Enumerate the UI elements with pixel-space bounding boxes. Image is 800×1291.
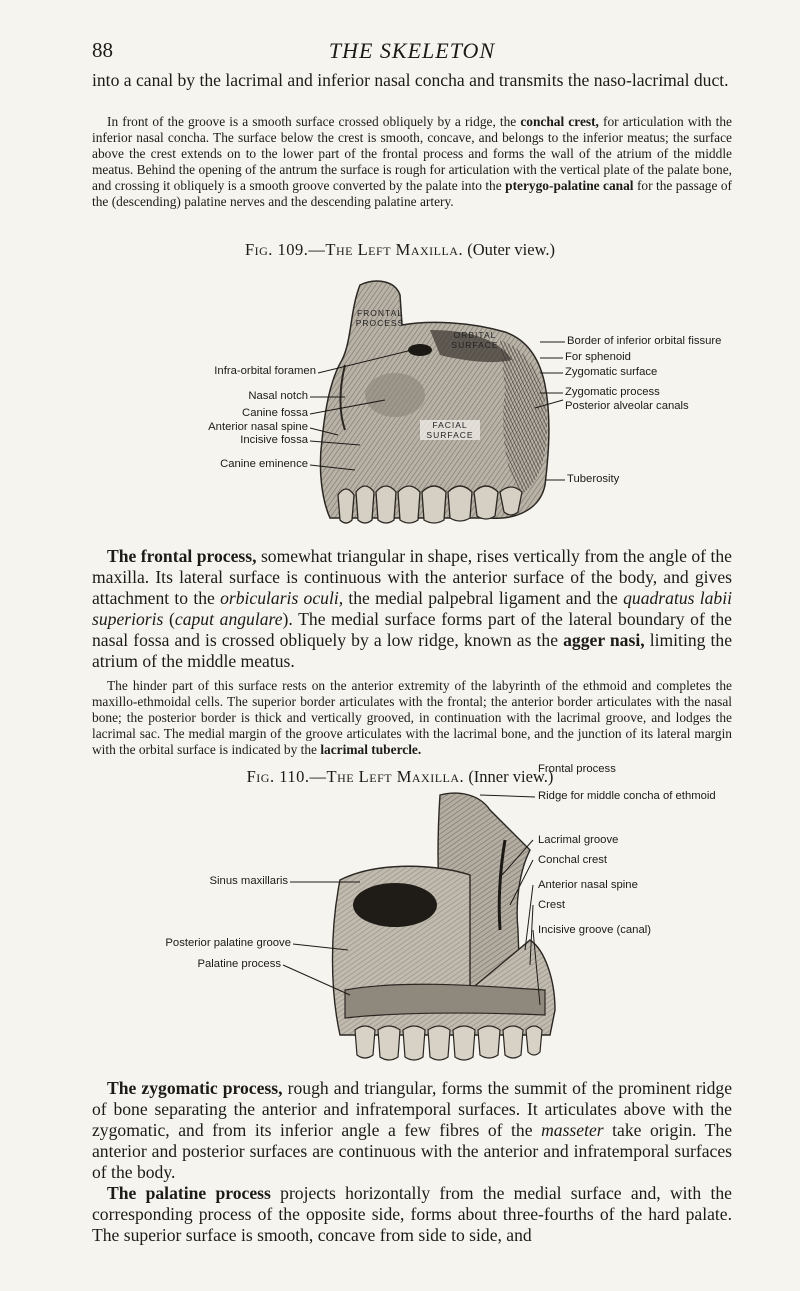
term-zygomatic-process: The zygomatic process, [107,1078,283,1098]
figure-109-outer-view [0,270,800,540]
page-header [92,38,732,66]
label-frontal-process: Frontal process [538,763,616,775]
page-number: 88 [92,38,113,62]
label-crest: Crest [538,899,565,911]
label-posterior-palatine-groove: Posterior palatine groove [165,937,291,949]
label-frontal-process-inner: FRONTAL PROCESS [355,308,405,328]
label-posterior-alveolar-canals: Posterior alveolar canals [565,400,689,412]
label-tuberosity: Tuberosity [567,473,620,485]
label-incisive-groove: Incisive groove (canal) [538,924,652,936]
paragraph-1: into a canal by the lacrimal and inferior nasal concha and transmits the naso-lacrimal duct. [92,70,729,90]
figure-110-caption: Fig. 110.—The Left Maxilla. (Inner view.) [246,767,554,786]
label-palatine-process-fig: Palatine process [197,958,281,970]
term-frontal-process: The frontal process, [107,546,257,566]
paragraph-3: The frontal process, somewhat triangular in shape, rises vertically from the angle of the maxilla. Its lateral surface is continuous with the anterior surface of the body, and gives attachment to the orbicularis oculi, the medial palpebral ligament and the quadratus labii superioris (caput angulare). The medial surface forms part of the lateral boundary of the nasal fossa and is crossed obliquely by a low ridge, known as the agger nasi, limiting the atrium of the middle meatus. [92,546,733,671]
label-zygomatic-surface: Zygomatic surface [565,366,658,378]
label-anterior-nasal-spine: Anterior nasal spine [208,421,308,433]
paragraph-5: The zygomatic process, rough and triangular, forms the summit of the prominent ridge of bone separating the anterior and infratemporal surfaces. It articulates above with the zygomatic, and from its inferior angle a few fibres of the masseter take origin. The anterior and posterior surfaces are continuous with the anterior and infratemporal surfaces of the body. [92,1078,733,1182]
label-lacrimal-groove: Lacrimal groove [538,834,619,846]
term-pterygo-palatine-canal: pterygo-palatine canal [505,178,634,193]
paragraph-6: The palatine process projects horizontally from the medial surface and, with the corresponding process of the opposite side, forms about three-fourths of the hard palate. The superior surface is smooth, concave from side to side, and [92,1183,732,1245]
label-infra-orbital-foramen: Infra-orbital foramen [214,365,316,377]
label-ridge-middle-concha: Ridge for middle concha of ethmoid [538,790,716,802]
maxilla-inner-illustration [0,790,800,1065]
label-incisive-fossa: Incisive fossa [240,434,308,446]
label-canine-fossa: Canine fossa [242,407,308,419]
label-orbital-surface-inner: ORBITAL SURFACE [451,330,499,350]
label-canine-eminence: Canine eminence [220,458,308,470]
label-anterior-nasal-spine-inner: Anterior nasal spine [538,879,638,891]
label-border-inferior-orbital-fissure: Border of inferior orbital fissure [567,335,722,347]
label-nasal-notch: Nasal notch [248,390,308,402]
figure-109-caption: Fig. 109.—The Left Maxilla. (Outer view.) [244,240,556,259]
running-title: THE SKELETON [328,38,496,63]
label-sinus-maxillaris: Sinus maxillaris [209,875,288,887]
label-zygomatic-process: Zygomatic process [565,386,660,398]
label-conchal-crest: Conchal crest [538,854,608,866]
term-lacrimal-tubercle: lacrimal tubercle. [320,742,422,757]
paragraph-2: In front of the groove is a smooth surface crossed obliquely by a ridge, the conchal crest, for articulation with the inferior nasal concha. The surface below the crest is smooth, concave, and belongs to the inferior meatus; the surface above the crest extends on to the lower part of the frontal process and forms the wall of the atrium of the middle meatus. Behind the opening of the antrum the surface is rough for articulation with the vertical plate of the palate bone, and crossing it obliquely is a smooth groove converted by the palate into the pterygo-palatine canal for the passage of the (descending) palatine nerves and the descending palatine artery. [92,114,732,209]
term-palatine-process: The palatine process [107,1183,271,1203]
term-agger-nasi: agger nasi, [563,630,645,650]
term-conchal-crest: conchal crest, [520,114,599,129]
label-facial-surface-inner: FACIAL SURFACE [420,420,480,440]
label-for-sphenoid: For sphenoid [565,351,631,363]
paragraph-4: The hinder part of this surface rests on the anterior extremity of the labyrinth of the ethmoid and completes the maxillo-ethmoidal cells. The superior border articulates with the frontal; the anterior border articulates with the nasal bone; the posterior border is thick and vertically grooved, in continuation with the lacrimal groove, and lodges the lacrimal sac. The medial margin of the groove articulates with the lacrimal bone, and the junction of its lateral margin with the orbital surface is indicated by the lacrimal tubercle. [92,678,732,757]
